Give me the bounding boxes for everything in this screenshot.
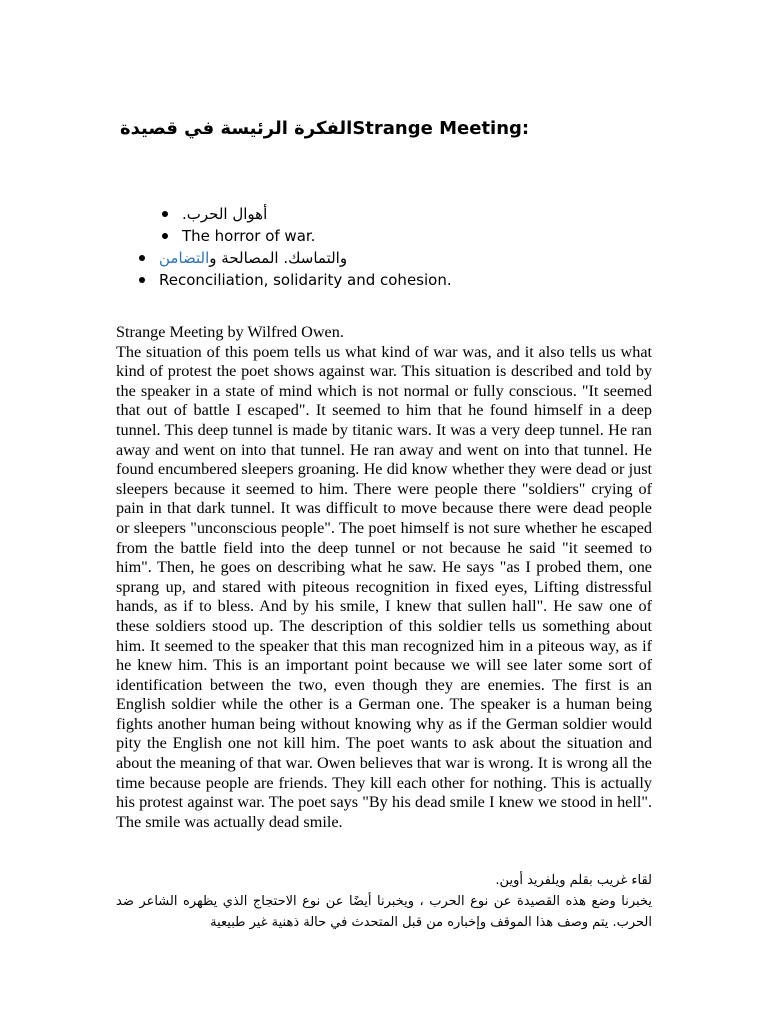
list-item: [139, 247, 347, 269]
list-item-text: أهوال الحرب.: [182, 205, 268, 223]
list-item: [162, 225, 315, 247]
bullet-dot-icon: [139, 255, 145, 261]
list-item-text: Reconciliation, solidarity and cohesion.: [159, 271, 452, 289]
body-text: [116, 323, 652, 832]
highlighted-word: التضامن: [159, 249, 210, 267]
list-item: [162, 203, 267, 225]
list-item: [139, 269, 452, 291]
bullet-dot-icon: [139, 277, 145, 283]
list-item-text-rtl: [159, 249, 347, 267]
arabic-paragraph: يخبرنا وضع هذه القصيدة عن نوع الحرب ، ويخبرنا أيضًا عن نوع الاحتجاج الذي يظهره الشاعر ضد الحرب. يتم وصف هذا الموقف وإخباره من قبل المتحدث في حالة ذهنية غير طبيعية: [116, 894, 652, 930]
heading-english: Strange Meeting:: [352, 118, 530, 139]
heading-arabic: الفكرة الرئيسة في قصيدة: [120, 118, 353, 139]
bullet-dot-icon: [162, 233, 168, 239]
body-title: Strange Meeting by Wilfred Owen.: [116, 323, 344, 341]
body-paragraph: The situation of this poem tells us what kind of war was, and it also tells us what kind of protest the poet shows against war. This situation is described and told by the speaker in a state of mind which is not normal or fully conscious. "It seemed that out of battle I escaped". It seemed to him that he found himself in a deep tunnel. This deep tunnel is made by titanic wars. It was a very deep tunnel. He ran away and went on into that tunnel. He ran away and went on into that tunnel. He found encumbered sleepers groaning. He did know whether they were dead or just sleepers because it seemed to him. There were people there "soldiers" crying of pain in that dark tunnel. It was difficult to move because there were dead people or sleepers "unconscious people". The poet himself is not sure whether he escaped from the battle field into the deep tunnel or not because he said "it seemed to him". Then, he goes on describing what he saw. He says "as I probed them, one sprang up, and stared with piteous recognition in fixed eyes, Lifting distressful hands, as if to bless. And by his smile, I knew that sullen hall". He saw one of these soldiers stood up. The description of this soldier tells us something about him. It seemed to the speaker that this man recognized him in a piteous way, as if he knew him. This is an important point because we will see later some sort of identification between the two, even though they are enemies. The first is an English soldier while the other is a German one. The speaker is a human being fights another human being without knowing why as if the German soldier would pity the English one not kill him. The poet wants to ask about the situation and about the meaning of that war. Owen believes that war is wrong. It is wrong all the time because people are friends. They kill each other for nothing. This is actually his protest against war. The poet says "By his dead smile I knew we stood in hell". The smile was actually dead smile.: [116, 342, 652, 831]
arabic-translation: [116, 870, 652, 933]
arabic-title: لقاء غريب بقلم ويلفريد أوين.: [495, 873, 652, 888]
list-item-text: والتماسك. المصالحة و: [209, 249, 348, 267]
bullet-dot-icon: [162, 211, 168, 217]
list-item-text: The horror of war.: [182, 227, 316, 245]
page-title: [120, 118, 580, 139]
